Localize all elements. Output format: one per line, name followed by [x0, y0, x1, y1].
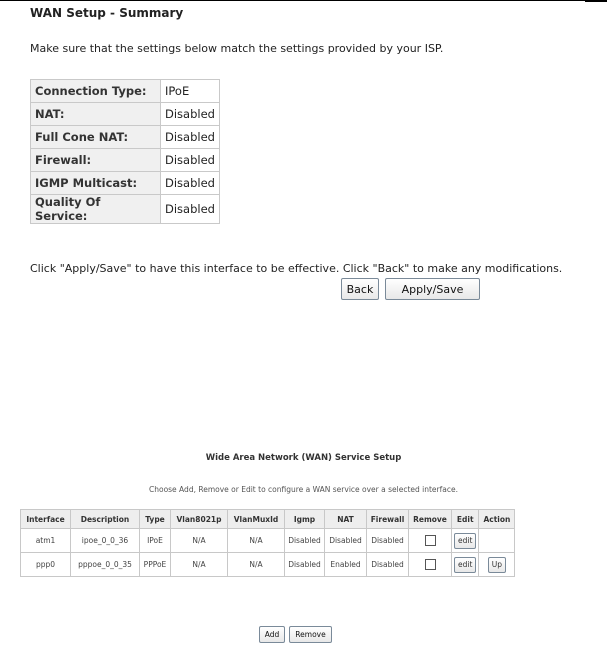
- cell-action: [479, 529, 515, 553]
- summary-label: Full Cone NAT:: [31, 126, 161, 149]
- cell-type: IPoE: [140, 529, 171, 553]
- col-igmp: Igmp: [285, 510, 325, 529]
- apply-instructions: Click "Apply/Save" to have this interface to be effective. Click "Back" to make any modifications.: [30, 262, 563, 275]
- col-edit: Edit: [452, 510, 479, 529]
- cell-action: [479, 553, 515, 577]
- cell-remove: [409, 553, 452, 577]
- cell-igmp: Disabled: [285, 553, 325, 577]
- back-button[interactable]: Back: [341, 278, 379, 300]
- cell-igmp: Disabled: [285, 529, 325, 553]
- cell-vlanmuxid: N/A: [228, 553, 285, 577]
- table-row: [21, 553, 515, 577]
- summary-label: Firewall:: [31, 149, 161, 172]
- summary-row: [31, 195, 220, 224]
- cell-vlanmuxid: N/A: [228, 529, 285, 553]
- edit-button[interactable]: edit: [454, 533, 476, 549]
- col-firewall: Firewall: [367, 510, 409, 529]
- remove-checkbox[interactable]: [425, 559, 436, 570]
- summary-value: Disabled: [161, 149, 220, 172]
- summary-value: Disabled: [161, 172, 220, 195]
- top-border: [0, 0, 607, 1]
- wan-header-row: [21, 510, 515, 529]
- summary-label: NAT:: [31, 103, 161, 126]
- intro-text: Make sure that the settings below match the settings provided by your ISP.: [30, 42, 444, 55]
- summary-value: Disabled: [161, 126, 220, 149]
- cell-edit: [452, 553, 479, 577]
- wan-section-title: Wide Area Network (WAN) Service Setup: [205, 453, 402, 463]
- summary-row: [31, 126, 220, 149]
- summary-value: IPoE: [161, 80, 220, 103]
- cell-remove: [409, 529, 452, 553]
- summary-value: Disabled: [161, 103, 220, 126]
- col-vlan8021p: Vlan8021p: [171, 510, 228, 529]
- cell-interface: ppp0: [21, 553, 71, 577]
- wan-section-subtitle: Choose Add, Remove or Edit to configure a WAN service over a selected interface.: [148, 485, 458, 494]
- col-description: Description: [71, 510, 140, 529]
- cell-nat: Enabled: [325, 553, 367, 577]
- summary-table: [30, 79, 220, 224]
- remove-button[interactable]: Remove: [289, 626, 332, 643]
- remove-checkbox[interactable]: [425, 535, 436, 546]
- cell-edit: [452, 529, 479, 553]
- col-remove: Remove: [409, 510, 452, 529]
- cell-vlan8021p: N/A: [171, 529, 228, 553]
- summary-row: [31, 149, 220, 172]
- col-action: Action: [479, 510, 515, 529]
- summary-label: Connection Type:: [31, 80, 161, 103]
- top-border-corner: [585, 0, 607, 2]
- table-row: [21, 529, 515, 553]
- summary-label: IGMP Multicast:: [31, 172, 161, 195]
- page-title: WAN Setup - Summary: [30, 6, 184, 20]
- cell-vlan8021p: N/A: [171, 553, 228, 577]
- summary-row: [31, 80, 220, 103]
- col-vlanmuxid: VlanMuxId: [228, 510, 285, 529]
- col-nat: NAT: [325, 510, 367, 529]
- summary-row: [31, 103, 220, 126]
- add-button[interactable]: Add: [259, 626, 285, 643]
- edit-button[interactable]: edit: [454, 557, 476, 573]
- summary-row: [31, 172, 220, 195]
- col-type: Type: [140, 510, 171, 529]
- cell-nat: Disabled: [325, 529, 367, 553]
- summary-value: Disabled: [161, 195, 220, 224]
- up-button[interactable]: Up: [488, 557, 506, 573]
- summary-label: Quality Of Service:: [31, 195, 161, 224]
- cell-description: pppoe_0_0_35: [71, 553, 140, 577]
- wan-service-table: [20, 509, 515, 577]
- cell-interface: atm1: [21, 529, 71, 553]
- col-interface: Interface: [21, 510, 71, 529]
- cell-firewall: Disabled: [367, 553, 409, 577]
- cell-description: ipoe_0_0_36: [71, 529, 140, 553]
- cell-type: PPPoE: [140, 553, 171, 577]
- apply-save-button[interactable]: Apply/Save: [385, 278, 480, 300]
- cell-firewall: Disabled: [367, 529, 409, 553]
